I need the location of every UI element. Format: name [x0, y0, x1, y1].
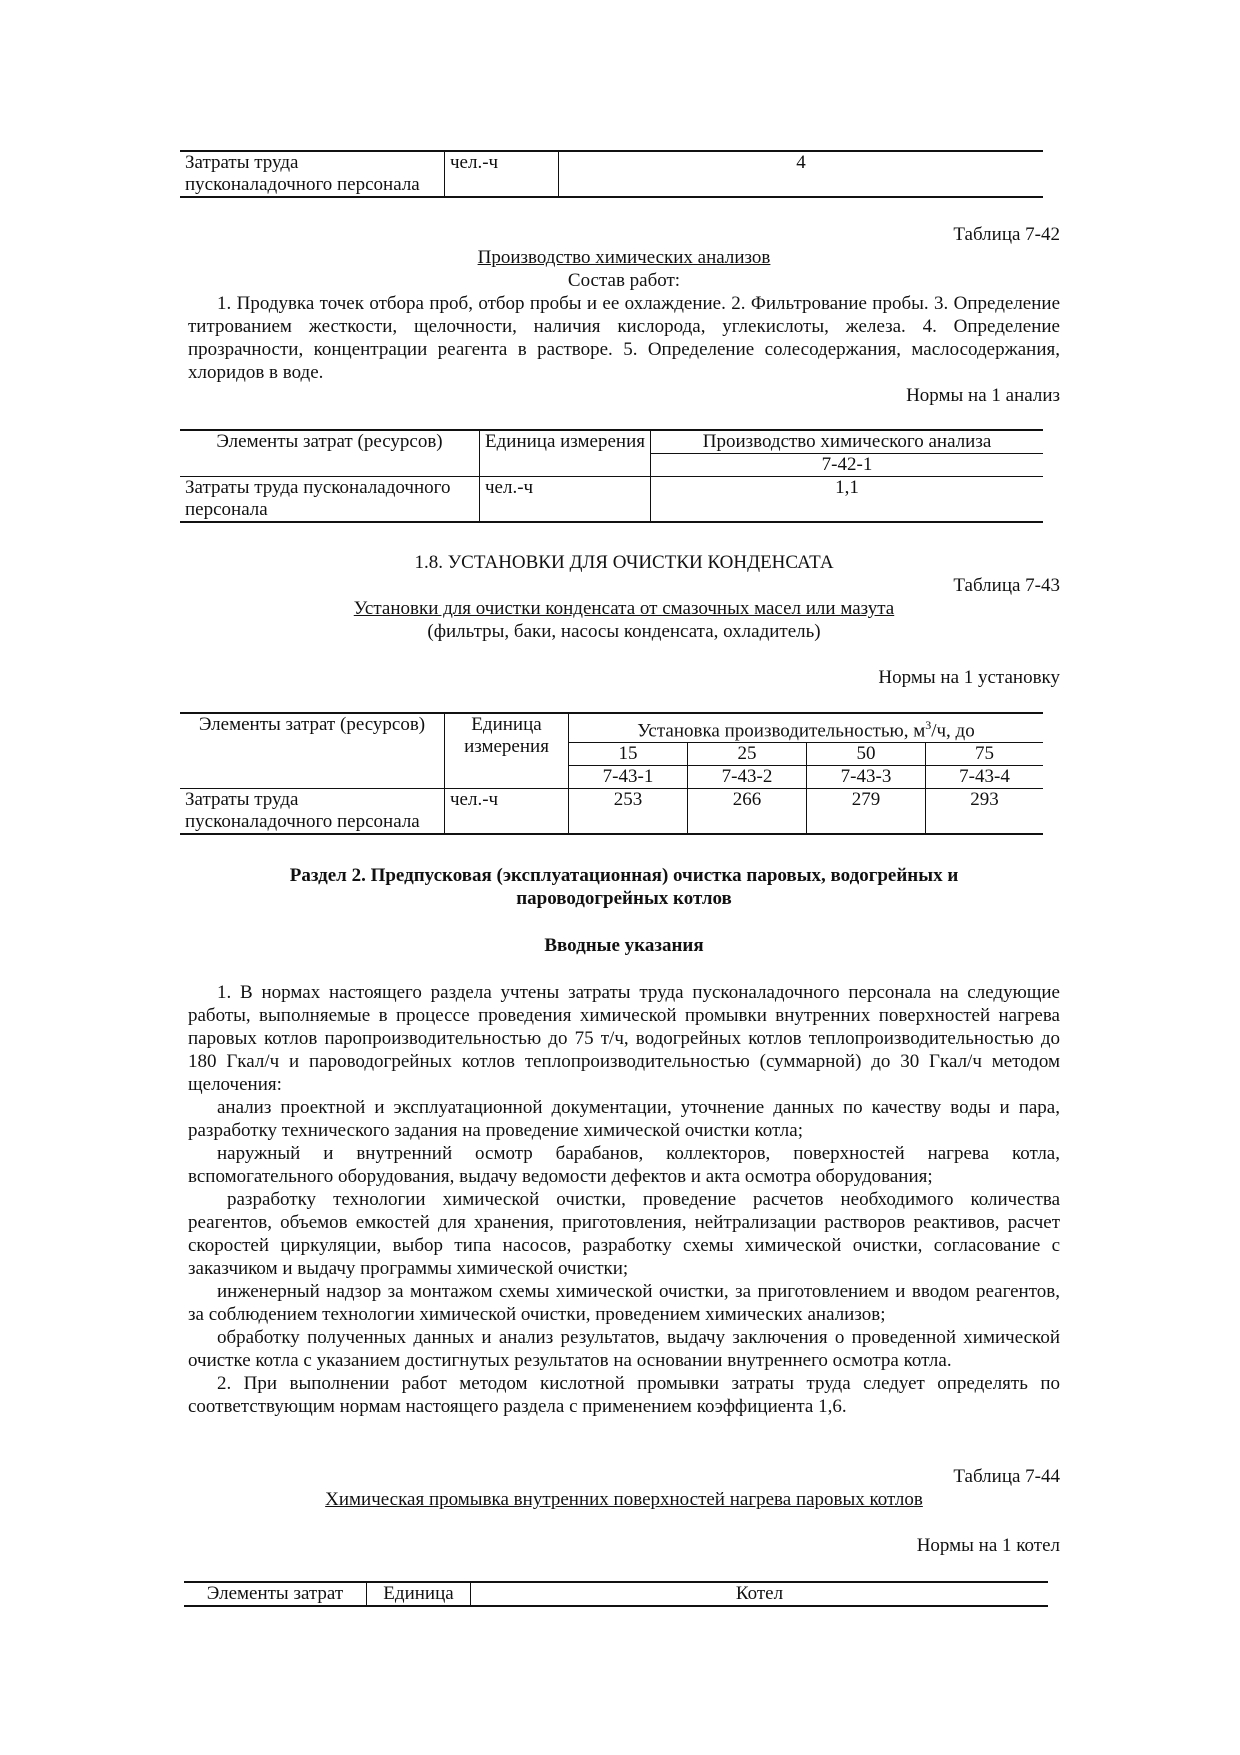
t43-value-4: 293: [970, 789, 999, 811]
t42-code: 7-42-1: [651, 454, 1044, 477]
t44-header-elements: Элементы затрат: [184, 1582, 367, 1606]
table-7-43-subtitle: (фильтры, баки, насосы конденсата, охладитель): [427, 621, 821, 642]
t43-value-2: 266: [688, 789, 807, 835]
table-7-42-work-heading: Состав работ:: [567, 270, 681, 291]
paragraph-6: обработку полученных данных и анализ результатов, выдачу заключения о проведенной химической очистке котла с указанием достигнутых результатов на основании внутреннего осмотра котла.: [188, 1327, 1060, 1371]
t43-cap-75: 75: [926, 743, 1044, 766]
t43-code-3: 7-43-3: [807, 766, 926, 789]
section-2-title: Раздел 2. Предпусковая (эксплуатационная) очистка паровых, водогрейных и пароводогрейных котлов: [289, 865, 959, 909]
table-7-43-norm: Нормы на 1 установку: [878, 667, 1060, 688]
paragraph-1: 1. В нормах настоящего раздела учтены затраты труда пусконаладочного персонала на следующие работы, выполняемые в процессе проведения химической промывки внутренних поверхностей нагрева паровых котлов паропроизводительностью до 75 т/ч, водогрейных котлов теплопроизводительностью до 180 Гкал/ч и пароводогрейных котлов теплопроизводительностью (суммарной) до 30 Гкал/ч методом щелочения:: [188, 982, 1060, 1095]
table-7-42-norm: Нормы на 1 анализ: [906, 385, 1060, 406]
table-7-44-norm: Нормы на 1 котел: [916, 1535, 1060, 1556]
t42-row-unit: чел.-ч: [480, 477, 651, 523]
t42-row-value: 1,1: [835, 477, 859, 498]
paragraph-2: анализ проектной и эксплуатационной документации, уточнение данных по качеству воды и пара, разработку технического задания на проведение химической очистки котла;: [188, 1097, 1060, 1141]
paragraph-4: разработку технологии химической очистки, проведение расчетов необходимого количества реагентов, объемов емкостей для хранения, приготовления, нейтрализации растворов реактивов, расчет скоростей циркуляции, выбор типа насосов, разработку схемы химической очистки, согласование с заказчиком и выдачу программы химической очистки;: [188, 1189, 1060, 1279]
top-table: [180, 150, 1043, 198]
t43-code-2: 7-43-2: [688, 766, 807, 789]
t43-value-3: 279: [807, 789, 926, 835]
table-7-42-title: Производство химических анализов: [477, 247, 771, 268]
t43-value-1: 253: [569, 789, 688, 835]
table-7-43-label: Таблица 7-43: [953, 575, 1060, 596]
t43-header-unit: Единица измерения: [445, 713, 569, 789]
paragraph-7: 2. При выполнении работ методом кислотной промывки затраты труда следует определять по соответствующим нормам настоящего раздела с применением коэффициента 1,6.: [188, 1373, 1060, 1417]
t43-code-4: 7-43-4: [926, 766, 1044, 789]
paragraph-5: инженерный надзор за монтажом схемы химической очистки, за приготовлением и вводом реагентов, за соблюдением технологии химической очистки, проведением химических анализов;: [188, 1281, 1060, 1325]
paragraph-3: наружный и внутренний осмотр барабанов, коллекторов, поверхностей нагрева котла, вспомогательного оборудования, выдачу ведомости дефектов и акта осмотра оборудования;: [188, 1143, 1060, 1187]
t43-header-capacity: Установка производительностью, $м^3/ч$, до: [569, 713, 1044, 743]
t43-cap-25: 25: [688, 743, 807, 766]
t43-row-elements: Затраты труда пусконаладочного персонала: [180, 789, 445, 835]
top-table-cell-value: 4: [796, 152, 806, 173]
section-1-8-title: 1.8. УСТАНОВКИ ДЛЯ ОЧИСТКИ КОНДЕНСАТА: [414, 552, 834, 573]
t44-header-unit: Единица: [367, 1582, 471, 1606]
t42-header-elements: Элементы затрат (ресурсов): [180, 430, 480, 477]
top-table-cell-elements: Затраты труда пусконаладочного персонала: [180, 151, 445, 197]
table-7-43: [180, 712, 1043, 835]
t43-cap-15: 15: [569, 743, 688, 766]
table-7-42-work-text: 1. Продувка точек отбора проб, отбор пробы и ее охлаждение. 2. Фильтрование пробы. 3. Определение титрованием жесткости, щелочности, наличия кислорода, углекислоты, железа. 4. Определение прозрачности, концентрации реагента в растворе. 5. Определение солесодержания, маслосодержания, хлоридов в воде.: [188, 293, 1060, 383]
t44-header-boiler: Котел: [735, 1583, 784, 1604]
t43-header-elements: Элементы затрат (ресурсов): [180, 713, 445, 789]
t43-code-1: 7-43-1: [569, 766, 688, 789]
table-7-43-title: Установки для очистки конденсата от смазочных масел или мазута: [353, 598, 895, 619]
section-2-intro-heading: Вводные указания: [544, 935, 704, 956]
t42-header-unit: Единица измерения: [480, 430, 651, 477]
table-7-42: [180, 429, 1043, 523]
t42-header-production: Производство химического анализа: [651, 430, 1044, 454]
section-2-body: [188, 981, 1060, 1418]
t42-row-elements: Затраты труда пусконаладочного персонала: [180, 477, 480, 523]
top-table-cell-unit: чел.-ч: [445, 151, 559, 197]
table-7-44-label: Таблица 7-44: [953, 1466, 1060, 1487]
t43-row-unit: чел.-ч: [445, 789, 569, 835]
t43-cap-50: 50: [807, 743, 926, 766]
table-7-42-label: Таблица 7-42: [953, 224, 1060, 245]
table-7-44-title: Химическая промывка внутренних поверхностей нагрева паровых котлов: [325, 1489, 923, 1510]
table-7-44: [184, 1581, 1048, 1607]
